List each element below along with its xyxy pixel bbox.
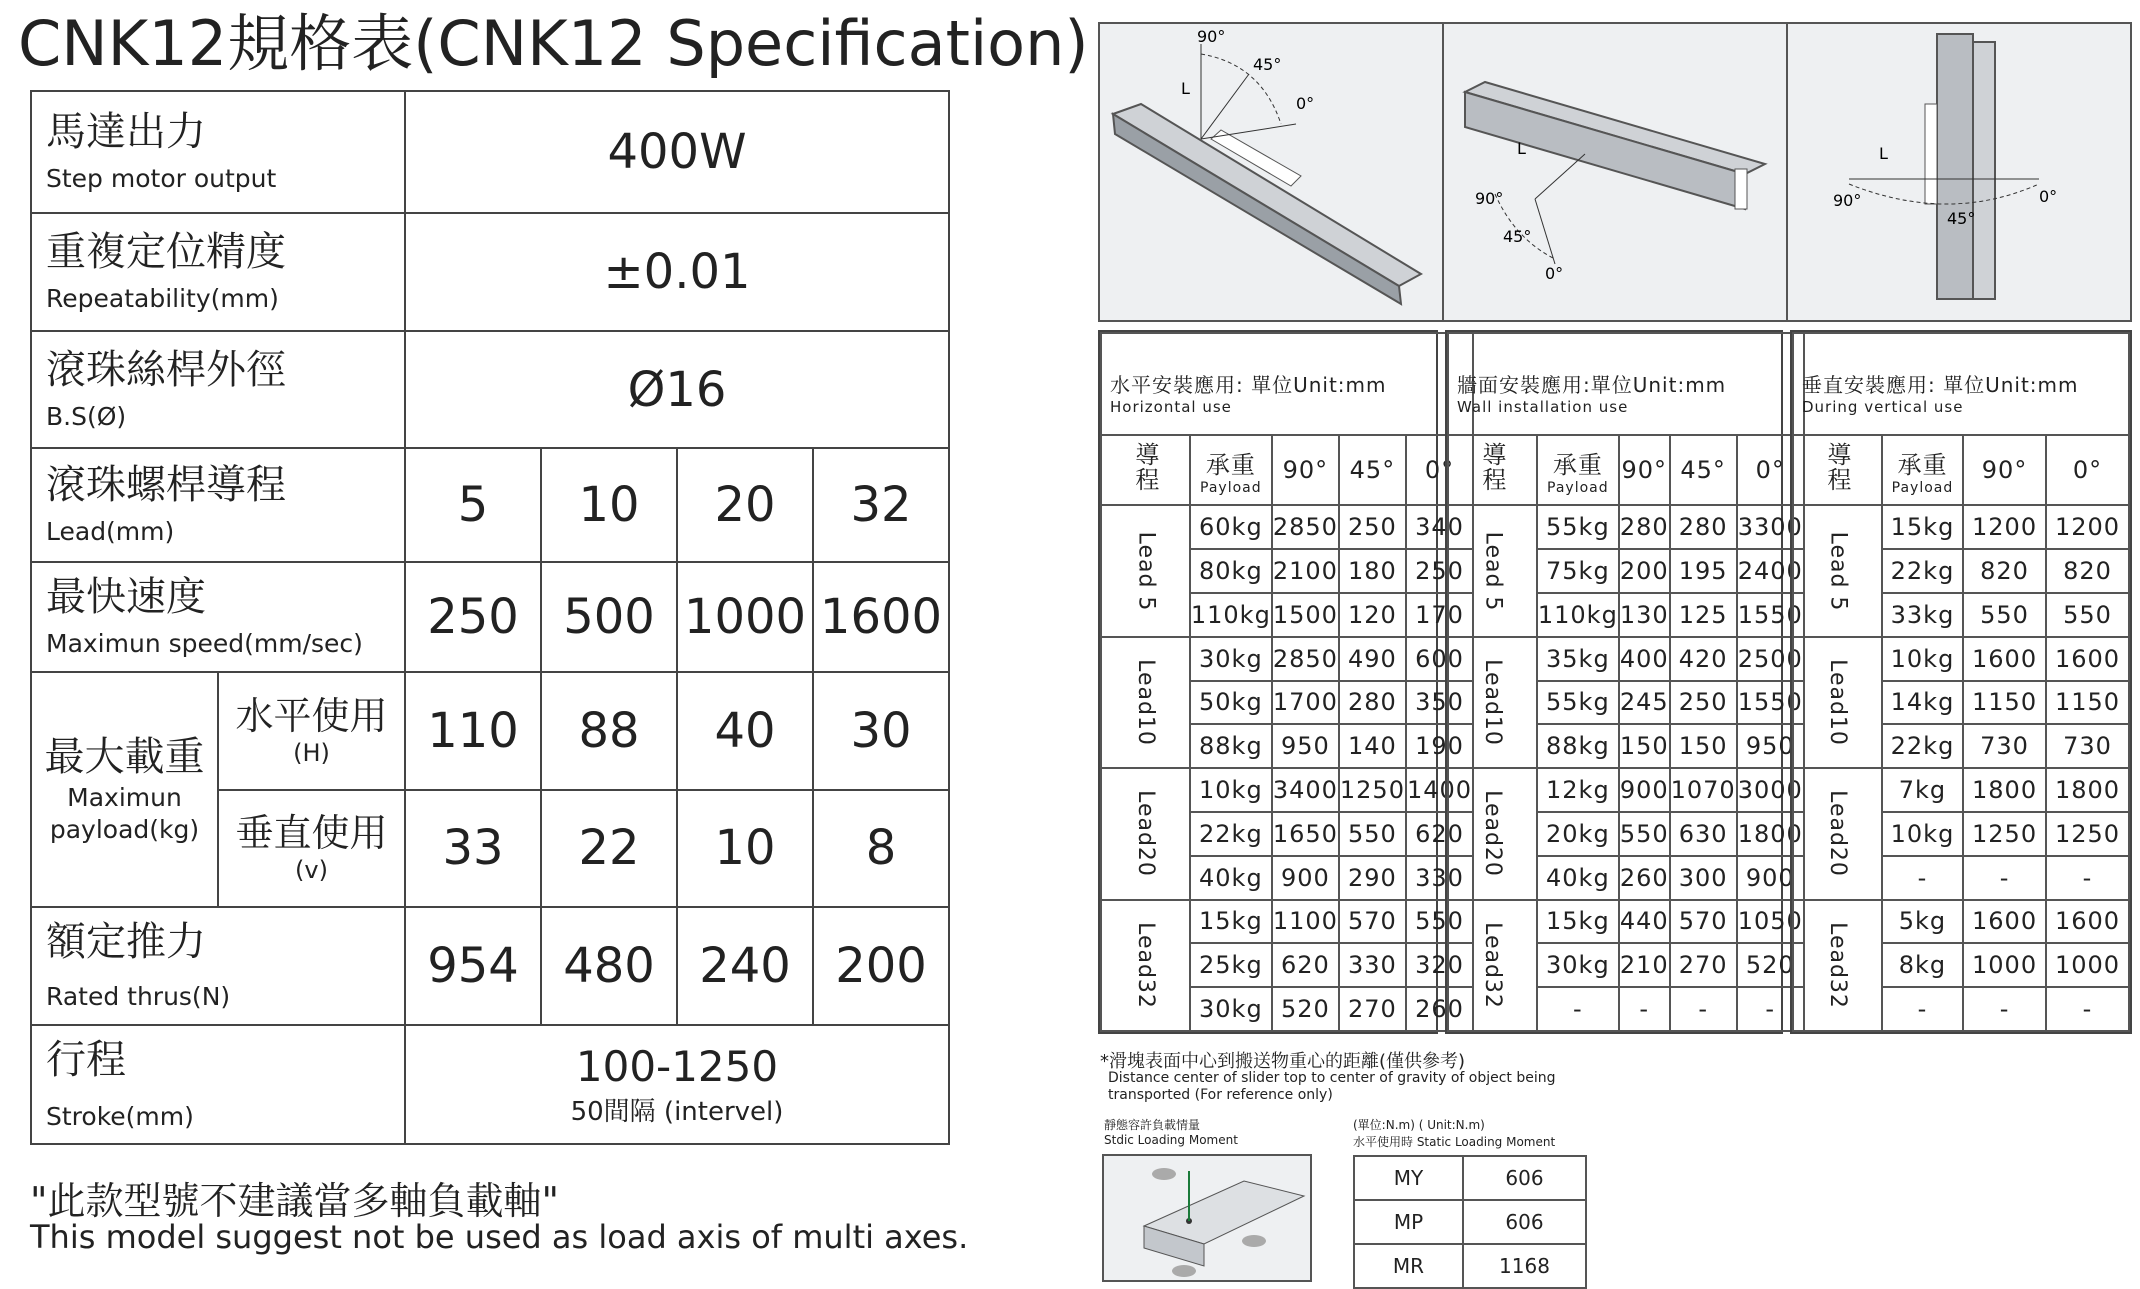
length-label: L [1517,139,1526,158]
load-cell: 300 [1670,856,1737,900]
load-cell: 550 [1619,812,1670,856]
motor-value: 400W [405,91,949,213]
lead-group: Lead10 [1101,637,1190,768]
load-cell: 1250 [2046,812,2129,856]
lead-label: 滾珠螺桿導程 Lead(mm) [31,448,405,561]
load-cell: 5kg [1882,900,1963,944]
lead-group: Lead10 [1793,637,1882,768]
lead-group: Lead32 [1101,900,1190,1032]
load-cell: 55kg [1537,505,1619,549]
load-cell: 420 [1670,637,1737,681]
load-cell: - [1882,987,1963,1031]
load-cell: 1250 [1339,768,1406,812]
speed-value: 250 [405,562,541,672]
load-cell: - [2046,856,2129,900]
lead-group: Lead 5 [1448,505,1537,636]
moment-name: MR [1354,1244,1463,1288]
moment-value: 1168 [1463,1244,1586,1288]
load-cell: 600 [1406,637,1473,681]
load-cell: 33kg [1882,593,1963,637]
load-cell: 60kg [1190,505,1272,549]
lead-group: Lead20 [1101,768,1190,899]
load-cell: - [1963,987,2046,1031]
load-cell: 120 [1339,593,1406,637]
load-cell: 7kg [1882,768,1963,812]
load-cell: 1600 [1963,637,2046,681]
load-cell: 520 [1272,987,1339,1031]
note-en: This model suggest not be used as load axis of multi axes. [30,1218,969,1256]
vertical-caption-en: During vertical use [1802,397,1964,416]
load-cell: 730 [1963,724,2046,768]
load-cell: 15kg [1190,900,1272,944]
payload-v-value: 10 [677,790,813,907]
load-cell: 1500 [1272,593,1339,637]
load-cell: 900 [1737,856,1804,900]
load-cell: 1070 [1670,768,1737,812]
load-cell: 245 [1619,681,1670,725]
payload-header: 承重 Payload [1882,435,1963,505]
payload-header: 承重 Payload [1537,435,1619,505]
angle-45-label: 45° [1503,227,1532,246]
load-cell: 1550 [1737,593,1804,637]
payload-h-value: 40 [677,672,813,789]
load-cell: 950 [1737,724,1804,768]
load-cell: 1600 [1963,900,2046,944]
load-cell: 2100 [1272,549,1339,593]
angle-45-label: 45° [1947,209,1976,228]
load-cell: 320 [1406,943,1473,987]
thrust-value: 954 [405,907,541,1025]
bs-value: Ø16 [405,331,949,448]
horizontal-caption-en: Horizontal use [1110,397,1232,416]
load-cell: 630 [1670,812,1737,856]
load-cell: 280 [1670,505,1737,549]
angle-0-label: 0° [1296,94,1315,113]
angle-header: 0° [1737,435,1804,505]
angle-header: 0° [1406,435,1473,505]
load-cell: 1150 [1963,681,2046,725]
load-cell: 210 [1619,943,1670,987]
horizontal-use-label: 水平使用時 Static Loading Moment [1353,1135,1556,1149]
lead-group: Lead20 [1793,768,1882,899]
load-cell: 340 [1406,505,1473,549]
lead-header: 導程 [1793,435,1882,505]
load-cell: 25kg [1190,943,1272,987]
load-cell: 620 [1272,943,1339,987]
lead-group: Lead 5 [1793,505,1882,636]
load-cell: 1800 [1737,812,1804,856]
load-cell: 125 [1670,593,1737,637]
payload-v-value: 22 [541,790,677,907]
wall-caption: 牆面安裝應用:單位Unit:mm [1457,372,1727,397]
load-cell: 270 [1339,987,1406,1031]
note-zh: "此款型號不建議當多軸負載軸" [30,1179,559,1223]
static-moment-table [1353,1155,1587,1289]
load-cell: 1700 [1272,681,1339,725]
lead-group: Lead 5 [1101,505,1190,636]
lead-header: 導程 [1101,435,1190,505]
horizontal-install-image [1100,24,1444,320]
thrust-value: 200 [813,907,949,1025]
load-cell: - [1882,856,1963,900]
load-cell: 730 [2046,724,2129,768]
moment-value: 606 [1463,1200,1586,1244]
load-cell: 200 [1619,549,1670,593]
installation-images [1098,22,2132,322]
speed-value: 1600 [813,562,949,672]
load-cell: 14kg [1882,681,1963,725]
moment-diagram [1102,1154,1312,1282]
horizontal-caption: 水平安裝應用: 單位Unit:mm [1110,372,1387,397]
load-cell: 280 [1619,505,1670,549]
load-cell: 190 [1406,724,1473,768]
load-cell: 180 [1339,549,1406,593]
load-cell: 950 [1272,724,1339,768]
load-cell: 900 [1272,856,1339,900]
load-cell: 20kg [1537,812,1619,856]
speed-label: 最快速度 Maximun speed(mm/sec) [31,562,405,672]
payload-header: 承重 Payload [1190,435,1272,505]
payload-v-label: 垂直使用 (v) [218,790,405,907]
vertical-caption: 垂直安裝應用: 單位Unit:mm [1802,372,2079,397]
load-cell: 3300 [1737,505,1804,549]
load-cell: 30kg [1190,637,1272,681]
load-cell: 330 [1339,943,1406,987]
load-cell: 170 [1406,593,1473,637]
load-cell: 22kg [1190,812,1272,856]
load-cell: 12kg [1537,768,1619,812]
load-cell: - [1619,987,1670,1031]
load-cell: 50kg [1190,681,1272,725]
load-cell: 10kg [1882,812,1963,856]
load-cell: 35kg [1537,637,1619,681]
load-cell: 1000 [1963,943,2046,987]
lead-value: 20 [677,448,813,561]
moment-name: MP [1354,1200,1463,1244]
load-cell: 350 [1406,681,1473,725]
load-cell: 22kg [1882,549,1963,593]
load-cell: 1250 [1963,812,2046,856]
load-cell: 110kg [1537,593,1619,637]
load-cell: 1600 [2046,637,2129,681]
lead-group: Lead32 [1793,900,1882,1032]
repeat-label: 重複定位精度 Repeatability(mm) [31,213,405,330]
load-cell: 2850 [1272,505,1339,549]
unit-label: (單位:N.m) ( Unit:N.m) [1353,1118,1485,1132]
load-cell: 150 [1619,724,1670,768]
moment-name: MY [1354,1156,1463,1200]
load-cell: 290 [1339,856,1406,900]
static-load-en: Stdic Loading Moment [1104,1133,1238,1147]
angle-header: 90° [1272,435,1339,505]
load-cell: 550 [1339,812,1406,856]
load-cell: 15kg [1882,505,1963,549]
load-cell: 570 [1670,900,1737,944]
load-cell: 490 [1339,637,1406,681]
load-cell: 250 [1670,681,1737,725]
page-title: CNK12規格表(CNK12 Specification) [18,7,1089,80]
footnote-zh: *滑塊表面中心到搬送物重心的距離(僅供參考) [1100,1051,1466,1072]
angle-45-label: 45° [1253,55,1282,74]
load-cell: 440 [1619,900,1670,944]
wall-caption-en: Wall installation use [1457,397,1629,416]
load-cell: 260 [1619,856,1670,900]
load-cell: 570 [1339,900,1406,944]
angle-header: 90° [1963,435,2046,505]
load-cell: 550 [2046,593,2129,637]
load-cell: 3000 [1737,768,1804,812]
lead-header: 導程 [1448,435,1537,505]
load-cell: 270 [1670,943,1737,987]
stroke-value: 100-1250 50間隔 (intervel) [405,1025,949,1144]
load-cell: 2400 [1737,549,1804,593]
load-cell: 250 [1339,505,1406,549]
payload-label: 最大載重 Maximun payload(kg) [31,672,218,907]
angle-90-label: 90° [1475,189,1504,208]
load-cell: 10kg [1882,637,1963,681]
moment-value: 606 [1463,1156,1586,1200]
payload-v-value: 8 [813,790,949,907]
load-cell: 1400 [1406,768,1473,812]
wall-install-image [1444,24,1788,320]
load-cell: - [1670,987,1737,1031]
angle-header: 45° [1670,435,1737,505]
vertical-load-table [1790,330,2132,1034]
lead-value: 10 [541,448,677,561]
angle-header: 0° [2046,435,2129,505]
load-cell: - [1963,856,2046,900]
load-cell: 10kg [1190,768,1272,812]
load-cell: 30kg [1537,943,1619,987]
load-cell: - [2046,987,2129,1031]
load-cell: 330 [1406,856,1473,900]
angle-90-label: 90° [1197,27,1226,46]
angle-0-label: 0° [1545,264,1564,283]
speed-value: 1000 [677,562,813,672]
load-cell: 550 [1406,900,1473,944]
load-cell: 1050 [1737,900,1804,944]
load-cell: 40kg [1537,856,1619,900]
load-cell: 30kg [1190,987,1272,1031]
thrust-value: 240 [677,907,813,1025]
load-cell: 140 [1339,724,1406,768]
load-cell: 150 [1670,724,1737,768]
load-cell: 1200 [1963,505,2046,549]
load-cell: 1600 [2046,900,2129,944]
thrust-label: 額定推力 Rated thrus(N) [31,907,405,1025]
footnote-en: Distance center of slider top to center of gravity of object being transported (For reference only) [1108,1070,1556,1103]
load-cell: 40kg [1190,856,1272,900]
load-cell: 260 [1406,987,1473,1031]
length-label: L [1181,79,1190,98]
load-cell: 900 [1619,768,1670,812]
payload-h-value: 88 [541,672,677,789]
load-cell: - [1737,987,1804,1031]
payload-h-value: 30 [813,672,949,789]
lead-value: 5 [405,448,541,561]
load-cell: 55kg [1537,681,1619,725]
load-cell: 80kg [1190,549,1272,593]
load-cell: 2500 [1737,637,1804,681]
stroke-label: 行程 Stroke(mm) [31,1025,405,1144]
motor-label: 馬達出力 Step motor output [31,91,405,213]
angle-0-label: 0° [2039,187,2058,206]
load-cell: 1800 [1963,768,2046,812]
static-load-zh: 靜態容許負載情量 [1104,1118,1201,1132]
lead-group: Lead10 [1448,637,1537,768]
load-cell: 1800 [2046,768,2129,812]
vertical-install-image [1788,24,2130,320]
load-cell: 400 [1619,637,1670,681]
horizontal-load-table [1098,330,1473,1034]
load-cell: 88kg [1537,724,1619,768]
load-cell: 1100 [1272,900,1339,944]
load-cell: 15kg [1537,900,1619,944]
load-cell: 820 [2046,549,2129,593]
load-cell: 3400 [1272,768,1339,812]
bs-label: 滾珠絲桿外徑 B.S(Ø) [31,331,405,448]
speed-value: 500 [541,562,677,672]
load-cell: 1650 [1272,812,1339,856]
wall-load-table [1445,330,1803,1034]
load-cell: 620 [1406,812,1473,856]
load-cell: 22kg [1882,724,1963,768]
load-cell: 550 [1963,593,2046,637]
payload-h-value: 110 [405,672,541,789]
load-cell: 2850 [1272,637,1339,681]
load-cell: 1150 [2046,681,2129,725]
load-cell: 8kg [1882,943,1963,987]
repeat-value: ±0.01 [405,213,949,330]
lead-value: 32 [813,448,949,561]
load-cell: 250 [1406,549,1473,593]
length-label: L [1879,144,1888,163]
thrust-value: 480 [541,907,677,1025]
angle-header: 90° [1619,435,1670,505]
lead-group: Lead32 [1448,900,1537,1032]
load-cell: 520 [1737,943,1804,987]
payload-v-value: 33 [405,790,541,907]
load-cell: 130 [1619,593,1670,637]
angle-header: 45° [1339,435,1406,505]
load-cell: 1550 [1737,681,1804,725]
load-cell: 1000 [2046,943,2129,987]
load-cell: 110kg [1190,593,1272,637]
angle-90-label: 90° [1833,191,1862,210]
load-cell: - [1537,987,1619,1031]
load-cell: 820 [1963,549,2046,593]
payload-h-label: 水平使用 (H) [218,672,405,789]
load-cell: 75kg [1537,549,1619,593]
load-cell: 280 [1339,681,1406,725]
load-cell: 195 [1670,549,1737,593]
lead-group: Lead20 [1448,768,1537,899]
load-cell: 1200 [2046,505,2129,549]
spec-table [30,90,950,1145]
load-cell: 88kg [1190,724,1272,768]
